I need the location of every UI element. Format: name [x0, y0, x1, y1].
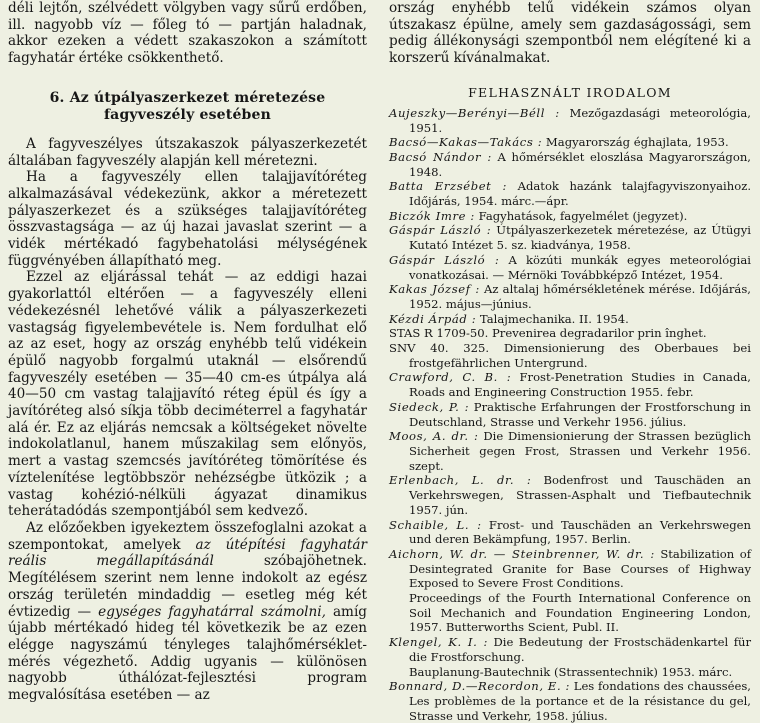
reference-item [389, 150, 751, 179]
intro-paragraph: déli lejtőn, szélvédett völgyben vagy sűrű erdőben, ill. nagyobb víz — főleg tó — partján haladnak, akkor ezeken a védett szakaszokon a számított fagyhatár értéke csökkenthető. [8, 0, 367, 67]
reference-item [389, 282, 751, 311]
reference-item [389, 106, 751, 135]
reference-text: A hőmérséklet eloszlása Magyarországon, 1948. [409, 149, 751, 179]
reference-item [389, 473, 751, 517]
emphasis-run: az útépítési fagyhatár reális megállapításánál [8, 536, 368, 570]
reference-authors: Batta Erzsébet : [389, 179, 508, 194]
reference-note: Bauplanung-Bautechnik (Strassentechnik) 1953. márc. [409, 664, 733, 679]
reference-text: Magyarország éghajlata, 1953. [542, 135, 729, 150]
reference-authors: Kakas József : [389, 282, 480, 297]
reference-text: Bodenfrost und Tauschäden an Verkehrswegen, Strassen-Asphalt und Tiefbautechnik 1957. jún. [409, 473, 751, 517]
reference-text: SNV 40. 325. Dimensionierung des Oberbaues bei frostgefährlichen Untergrund. [389, 341, 751, 370]
reference-item [389, 209, 751, 224]
reference-text: A közúti munkák egyes meteorológiai vonatkozásai. — Mérnöki Továbbképző Intézet, 1954. [409, 252, 751, 282]
reference-authors: Gáspár László : [389, 252, 500, 267]
reference-text: Mezőgazdasági meteorológia, 1951. [409, 105, 751, 135]
reference-item [389, 635, 751, 679]
reference-item [389, 400, 751, 429]
reference-text: Stabilization of Desintegrated Granite for Base Courses of Highway Exposed to Severe Frost Conditions. [409, 546, 751, 591]
reference-text: Die Bedeutung der Frostschädenkartel für die Frostforschung. [409, 635, 751, 664]
reference-authors: Moos, A. dr. : [389, 429, 479, 444]
reference-item [389, 370, 751, 399]
reference-authors: Aujeszky—Berényi—Béll : [389, 105, 560, 120]
reference-item [389, 135, 751, 150]
reference-authors: Klengel, K. I. : [389, 635, 488, 650]
section-heading: 6. Az útpályaszerkezet méretezése fagyveszély esetében [49, 89, 326, 123]
reference-text: Az altalaj hőmérsékletének mérése. Időjárás, 1952. május—június. [409, 282, 751, 311]
body-paragraph: Ha a fagyveszély ellen talajjavítóréteg alkalmazásával védekezünk, akkor a méretezett pályaszerkezet és a szükséges talajjavítóréteg összvastagsága — az új hazai javaslat szerint — a vidék mértékadó fagybehatolási mélységének függvényében állapítható meg. [8, 169, 367, 269]
reference-item [389, 253, 751, 282]
references-heading: FELHASZNÁLT IRODALOM [468, 84, 672, 100]
reference-item [389, 547, 751, 635]
reference-note: Proceedings of the Fourth International Conference on Soil Mechanich and Foundation Engineering London, 1957. Butterworths Scient, Publ. II. [409, 591, 751, 635]
reference-text: Die Dimensionierung der Strassen bezüglich Sicherheit gegen Frost, Strassen und Verkehr 1956. szept. [409, 429, 752, 473]
reference-authors: Siedeck, P. : [389, 399, 470, 414]
reference-text: Adatok hazánk talajfagyviszonyaihoz. Időjárás, 1954. márc.—ápr. [409, 179, 751, 209]
reference-item [389, 326, 751, 341]
reference-authors: Bacsó—Kakas—Takács : [389, 135, 543, 150]
reference-text: STAS R 1709-50. Prevenirea degradarilor prin înghet. [389, 326, 707, 341]
reference-text: Frost- und Tauschäden an Verkehrswegen und deren Bekämpfung, 1957. Berlin. [409, 517, 751, 547]
reference-item [389, 179, 751, 208]
body-paragraph: Ezzel az eljárással tehát — az eddigi hazai gyakorlattól eltérően — a fagyveszély elleni védekezésnél lehetővé válik a pályaszerkezeti vastagság figyelembevétele is. Nem fordulhat elő az az eset, hogy az ország enyhébb telű vidékein épülő nagyobb forgalmú utaknál — elsőrendű fagyveszély esetében — 35—40 cm-es útpálya alá 40—50 cm vastag talajjavító réteg épül és így a javítóréteg alsó síkja több deciméterrel a fagyhatár alá ér. Ez az eljárás nemcsak a költségeket növelte indokolatlanul, hanem műszakilag sem előnyös, mert a vastag szemcsés javítóréteg tömörítése és víztelenítése legtöbbször nehézségbe ütközik ; a vastag kohézió-nélküli ágyazat dinamikus teherátadódás szempontjából sem kedvező. [8, 269, 367, 520]
left-column [8, 0, 367, 704]
text-run: Az előzőekben igyekeztem összefoglalni azokat a szempontokat, amelyek [8, 519, 367, 553]
references-list [389, 106, 751, 723]
text-run: szóbajöhetnek. Megítélésem szerint nem lenne indokolt az egész ország területén mindaddig — esetleg még két évtizedig — [8, 553, 367, 620]
reference-authors: Bonnard, D.—Recordon, E. : [389, 679, 571, 694]
right-column [389, 0, 751, 723]
reference-item [389, 679, 751, 723]
reference-text: Praktische Erfahrungen der Frostforschung in Deutschland, Strasse und Verkehr 1956. július. [409, 399, 751, 429]
reference-item [389, 223, 751, 252]
reference-text: Fagyhatások, fagyelmélet (jegyzet). [474, 208, 688, 223]
reference-item [389, 312, 751, 327]
reference-item [389, 429, 751, 473]
emphasis-run: egységes fagyhatárral számolni, [98, 603, 326, 620]
reference-text: Útpályaszerkezetek méretezése, az Útügyi Kutató Intézet 5. sz. kiadványa, 1958. [409, 223, 751, 253]
reference-authors: Schaible, L. : [389, 517, 482, 532]
reference-authors: Bacsó Nándor : [389, 149, 492, 164]
body-paragraph-final [8, 520, 367, 704]
reference-authors: Aichorn, W. dr. — Steinbrenner, W. dr. : [389, 546, 655, 561]
reference-authors: Biczók Imre : [389, 208, 475, 223]
continuation-paragraph: ország enyhébb telű vidékein számos olyan útszakasz épülne, amely sem gazdaságossági, sem pedig állékonysági szempontból nem elégítené ki a korszerű kívánalmakat. [389, 0, 751, 67]
reference-item [389, 518, 751, 547]
reference-item [389, 341, 751, 370]
reference-authors: Erlenbach, L. dr. : [389, 473, 532, 488]
reference-authors: Crawford, C. B. : [389, 370, 512, 385]
body-paragraph: A fagyveszélyes útszakaszok pályaszerkezetét általában fagyveszély alapján kell méretezni. [8, 135, 367, 169]
reference-authors: Gáspár László : [389, 223, 492, 238]
reference-text: Les fondations des chaussées, Les problèmes de la portance et de la résistance du gel, Strasse und Verkehr, 1958. július. [409, 679, 751, 723]
reference-authors: Kézdi Árpád : [389, 311, 477, 326]
text-run: amíg újabb mértékadó hideg tél következik be az ezen elégge nagyszámú tényleges talajhőmérséklet-mérés végezhető. Addig ugyanis — különösen nagyobb úthálózat-fejlesztési program megvalósítása esetében — az [8, 603, 367, 704]
reference-text: Talajmechanika. II. 1954. [476, 311, 629, 326]
reference-text: Frost-Penetration Studies in Canada, Roads and Engineering Construction 1955. febr. [409, 370, 751, 400]
